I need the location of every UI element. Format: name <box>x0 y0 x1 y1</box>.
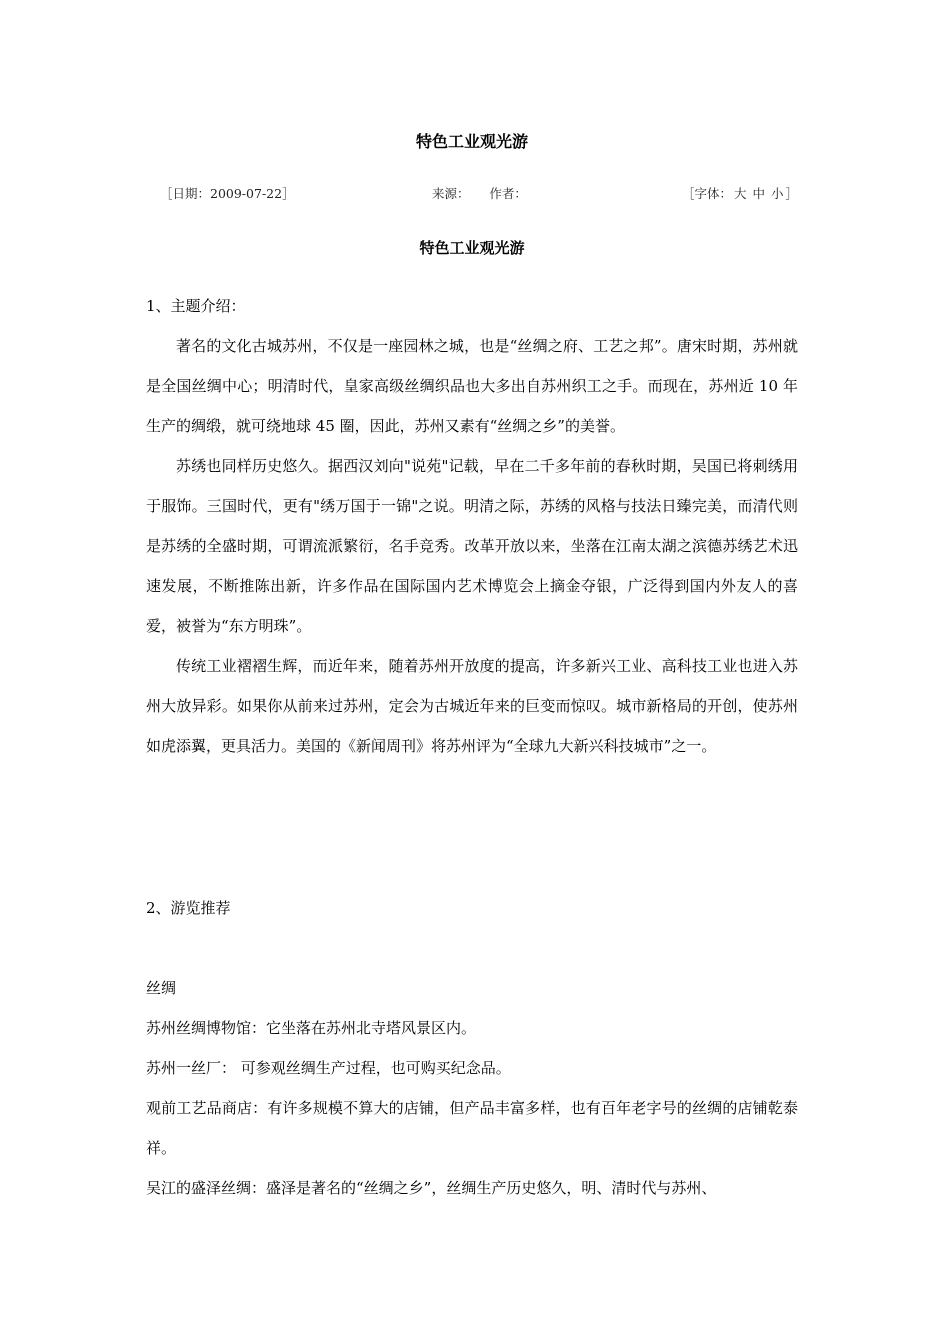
page-title: 特色工业观光游 <box>415 132 528 151</box>
list-item: 苏州一丝厂： 可参观丝绸生产过程，也可购买纪念品。 <box>146 1059 511 1077</box>
font-size-medium-link[interactable]: 中 <box>752 186 765 201</box>
paragraph: 传统工业褶褶生辉，而近年来，随着苏州开放度的提高，许多新兴工业、高科技工业也进入苏州大放异彩。如果你从前来过苏州，定会为古城近年来的巨变而惊叹。城市新格局的开创，使苏州如虎添翼，更具活力。美国的《新闻周刊》将苏州评为“全球九大新兴科技城市”之一。 <box>146 657 798 755</box>
source-label: 来源： <box>432 186 470 201</box>
section-heading: 1、主题介绍： <box>146 297 246 315</box>
article-meta-row <box>146 184 798 204</box>
section-heading: 2、游览推荐 <box>146 899 231 917</box>
list-item: 苏州丝绸博物馆：它坐落在苏州北寺塔风景区内。 <box>146 1019 477 1037</box>
list-item: 吴江的盛泽丝绸：盛泽是著名的“丝绸之乡”，丝绸生产历史悠久，明、清时代与苏州、 <box>146 1179 717 1197</box>
publish-date: ［日期：2009-07-22］ <box>160 186 295 201</box>
paragraph: 苏绣也同样历史悠久。据西汉刘向"说苑"记载，早在二千多年前的春秋时期，吴国已将刺绣用于服饰。三国时代，更有"绣万国于一锦"之说。明清之际，苏绣的风格与技法日臻完美，而清代则是苏绣的全盛时期，可谓流派繁衍，名手竞秀。改革开放以来，坐落在江南太湖之滨德苏绣艺术迅速发展，不断推陈出新，许多作品在国际国内艺术博览会上摘金夺银，广泛得到国内外友人的喜爱，被誉为“东方明珠”。 <box>146 457 798 635</box>
list-item: 观前工艺品商店：有许多规模不算大的店铺，但产品丰富多样，也有百年老字号的丝绸的店铺乾泰祥。 <box>146 1099 798 1157</box>
subsection-heading: 丝绸 <box>146 979 177 997</box>
section-silk <box>146 968 798 1208</box>
section-recommendations <box>146 888 798 928</box>
article-title: 特色工业观光游 <box>419 239 525 257</box>
source-author <box>432 184 527 204</box>
font-size-suffix: ］ <box>785 186 798 201</box>
font-size-prefix: ［字体： <box>681 186 732 201</box>
paragraph: 著名的文化古城苏州，不仅是一座园林之城，也是“丝绸之府、工艺之邦”。唐宋时期，苏州就是全国丝绸中心；明清时代，皇家高级丝绸织品也大多出自苏州织工之手。而现在，苏州近 10 年生产的绸缎，就可绕地球 45 圈，因此，苏州又素有“丝绸之乡”的美誉。 <box>146 337 798 435</box>
author-label: 作者： <box>489 186 527 201</box>
font-size-large-link[interactable]: 大 <box>733 186 747 201</box>
section-intro <box>146 286 798 766</box>
font-size-small-link[interactable]: 小 <box>770 186 784 201</box>
font-size-selector <box>680 184 798 204</box>
